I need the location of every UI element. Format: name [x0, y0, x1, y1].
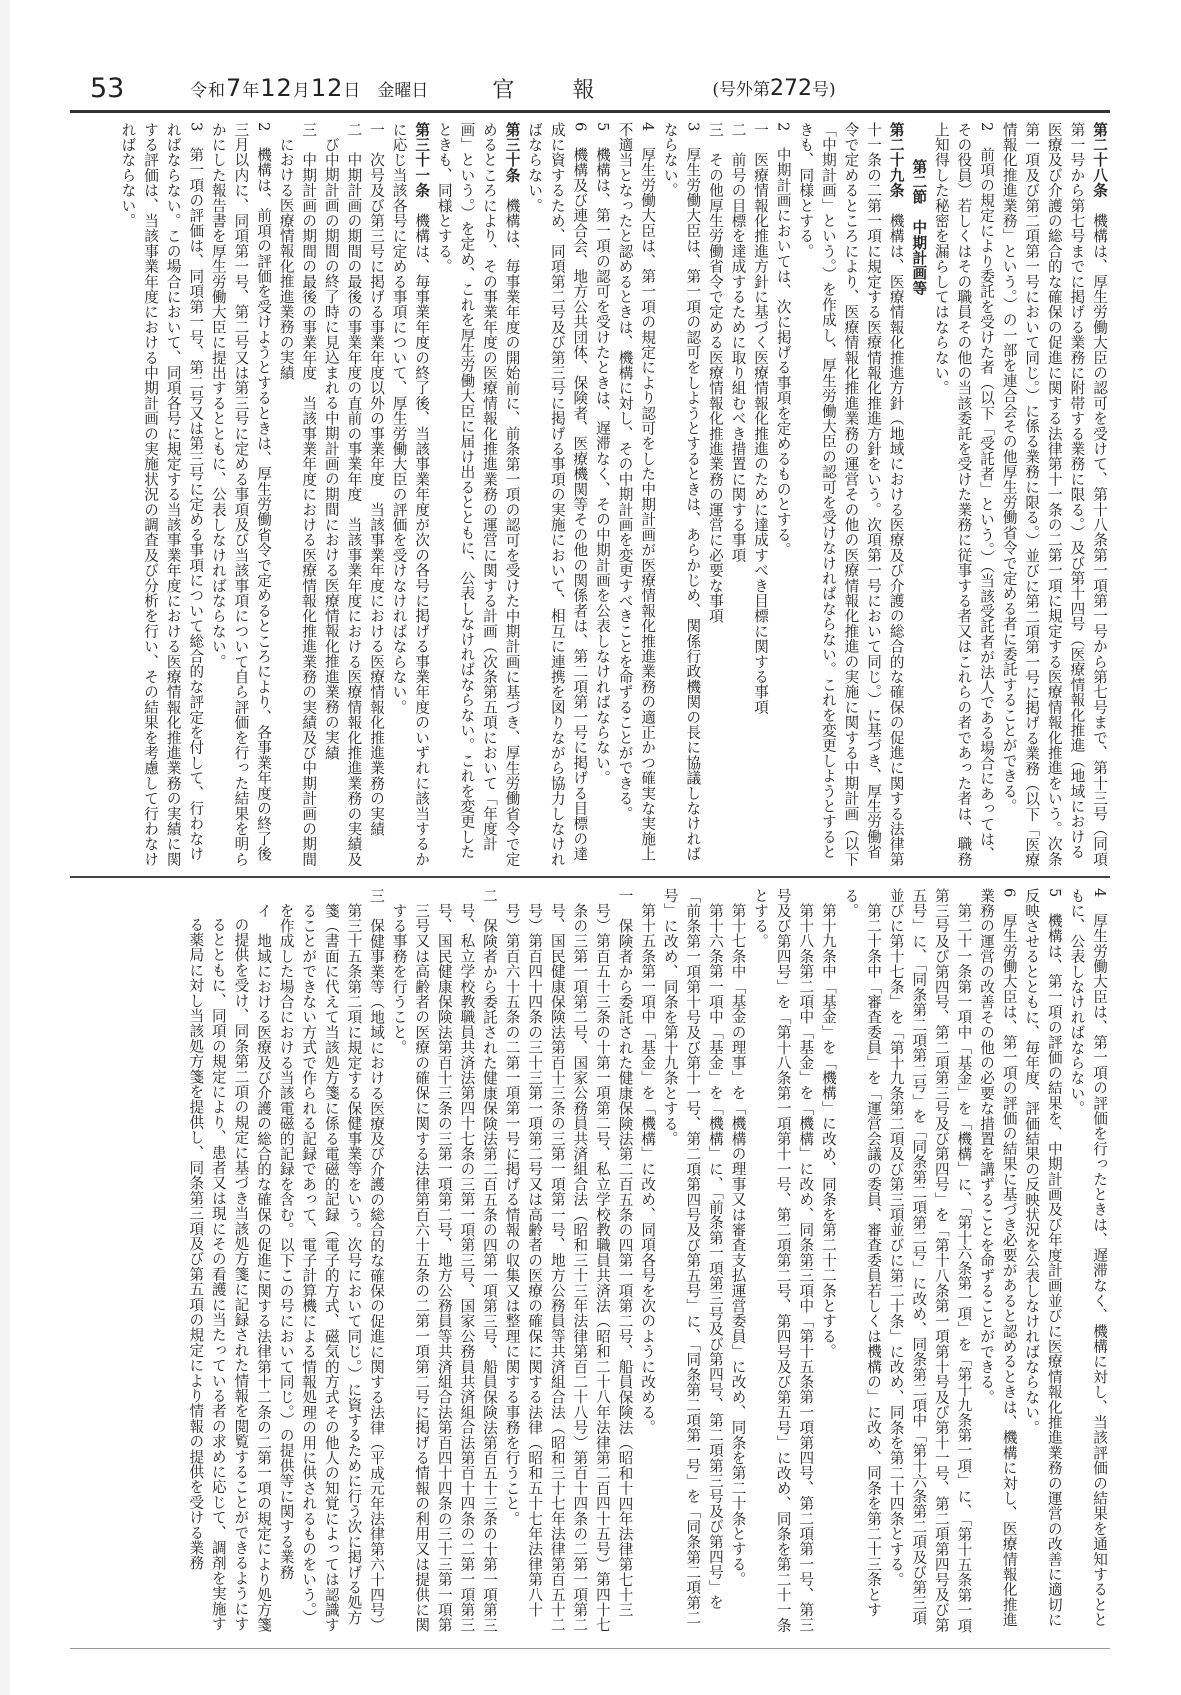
paragraph-item: 6 機構及び連合会、地方公共団体、保険者、医療機関等その他の関係者は、第二項第一号に掲げる目標の達成に資するため、同項第二号及び第三号に掲げる事項の実施において、相互に連携を図りながら協力しなければならない。	[526, 122, 589, 867]
paragraph-sub: 二 中期計画の期間の最後の事業年度の直前の事業年度 当該事業年度における医療情報化推進業務の実績及び中期計画の期間の終了時に見込まれる中期計画の期間における医療情報化推進業務の実績	[322, 122, 363, 867]
upper-text-body	[70, 122, 1110, 874]
paragraph-article: 第三十一条 機構は、毎事業年度の終了後、当該事業年度が次の各号に掲げる事業年度のいずれに該当するかに応じ当該各号に定める事項について、厚生労働大臣の評価を受けなければならない。	[390, 122, 431, 867]
month: 12	[260, 74, 293, 102]
lower-text-body	[70, 888, 1110, 1640]
paragraph-plain: 第十八条第二項中「基金」を「機構」に改め、同条第三項中「第十五条第一項第四号、第二項第一号、第三号及び第四号」を「第十八条第一項第十一号、第二項第二号、第四号及び第五号」に改め、同条を第二十一条とする。	[752, 888, 815, 1633]
month-unit: 月	[292, 81, 311, 101]
band-divider	[70, 876, 1110, 878]
paragraph-plain: 第十五条第一項中「基金」を「機構」に改め、同項各号を次のように改める。	[639, 902, 657, 1435]
paragraph-sub: 一 保険者から委託された健康保険法第二百五条の四第一項第二号、船員保険法（昭和十四年法律第七十三号）第百五十三条の十第一項第二号、私立学校教職員共済法（昭和二十八年法律第二百四十五号）第四十七条の三第一項第二号、国家公務員共済組合法（昭和三十三年法律第百二十八号）第百十四条の二第一項第二号、国民健康保険法第百十三条の三第一項第一号、地方公務員等共済組合法（昭和三十七年法律第百五十二号）第百四十四条の三十三第一項第二号又は高齢者の医療の確保に関する法律（昭和五十七年法律第八十号）第百六十五条の二第一項第一号に掲げる情報の収集又は整理に関する事務を行うこと。	[503, 888, 634, 1633]
paragraph-section: 第二節 中期計画等	[910, 158, 928, 296]
article-heading: 第三十条	[503, 122, 521, 183]
day: 12	[310, 74, 344, 102]
issue-prefix: (号外第	[712, 80, 771, 100]
paragraph-plain: 第十九条中「基金」を「機構」に改め、同条を第二十二条とする。	[819, 902, 837, 1359]
paragraph-item: 5 機構は、第一項の認可を受けたときは、遅滞なく、その中期計画を公表しなければならない。	[593, 122, 611, 786]
gazette-title: 官報	[492, 77, 653, 103]
paragraph-item: 2 前項の規定により委託を受けた者（以下「受託者」という。）（当該受託者が法人である場合にあっては、その役員）若しくはその職員その他の当該委託を受けた業務に従事する者又はこれらの者であった者は、職務上知得した秘密を漏らしてはならない。	[932, 122, 996, 867]
paragraph-subsub: イ 地域における医療及び介護の総合的な確保の促進に関する法律第十二条の二第一項の規定により処方箋の提供を受け、同条第二項の規定に基づき当該処方箋に記録された情報を閲覧することができるようにするとともに、同項の規定により、患者又は現にその看護に当たっている者の求めに応じて、調剤を実施する薬局に対し当該処方箋を提供し、同条第三項及び第五項の規定により情報の提供を受ける業務	[187, 902, 273, 1633]
paragraph-sub: 二 前号の目標を達成するために取り組むべき措置に関する事項	[729, 122, 747, 563]
paragraph-sub: 三 中期計画の期間の最後の事業年度 当該事業年度における医療情報化推進業務の実績及び中期計画の期間における医療情報化推進業務の実績	[277, 122, 318, 867]
paragraph-article: 第二十九条 機構は、医療情報化推進方針（地域における医療及び介護の総合的な確保の促進に関する法律第十一条の二第一項に規定する医療情報化推進方針をいう。次項第一号において同じ。）に基づき、厚生労働省令で定めるところにより、医療情報化推進業務の運営その他の医療情報化推進の実施に関する中期計画（以下「中期計画」という。）を作成し、厚生労働大臣の認可を受けなければならない。これを変更しようとするときも、同様とする。	[797, 122, 905, 867]
paragraph-item: 3 厚生労働大臣は、第一項の認可をしようとするときは、あらかじめ、関係行政機関の長に協議しなければならない。	[661, 122, 702, 862]
paragraph-sub: 三 保健事業等（地域における医療及び介護の総合的な確保の促進に関する法律（平成元年法律第六十四号）第三十五条第二項に規定する保健事業等をいう。次号において同じ。）に資するために行う次に掲げる処方箋（書面に代えて当該処方箋に係る電磁的記録（電子的方式、磁気的方式その他人の知覚によっては認識することができない方式で作られる記録であって、電子計算機による情報処理の用に供されるものをいう。）を作成した場合における当該電磁的記録を含む。以下この号において同じ。）の提供等に関する業務	[277, 888, 385, 1633]
paragraph-item: 6 厚生労働大臣は、第一項の評価の結果に基づき必要があると認めるときは、機構に対し、医療情報化推進業務の運営の改善その他の必要な措置を講ずることを命ずることができる。	[978, 888, 1018, 1628]
issue-number	[712, 75, 835, 101]
lower-band	[70, 888, 1110, 1640]
page-header	[70, 70, 1110, 106]
paragraph-item: 3 第一項の評価は、同項第一号、第二号又は第三号に定める事項について総合的な評定を付して、行わなければならない。この場合において、同項各号に規定する当該事業年度における医療情報化推進業務の実績に関する評価は、当該事業年度における中期計画の実施状況の調査及び分析を行い、その結果を考慮して行わなければならない。	[119, 122, 205, 867]
footer-rule	[70, 1648, 1110, 1649]
article-heading: 第二十八条	[1091, 122, 1108, 198]
publication-date	[190, 74, 361, 102]
paragraph-sub: 一 次号及び第三号に掲げる事業年度以外の事業年度 当該事業年度における医療情報化推進業務の実績	[368, 122, 385, 837]
paragraph-item: 5 機構は、第一項の評価の結果を、中期計画及び年度計画並びに医療情報化推進業務の運営の改善に適切に反映させるとともに、毎年度、評価結果の反映状況を公表しなければならない。	[1023, 888, 1063, 1628]
article-heading: 第三十一条	[413, 122, 431, 198]
paragraph-item: 4 厚生労働大臣は、第一項の評価を行ったときは、遅滞なく、機構に対し、当該評価の結果を通知するとともに、公表しなければならない。	[1068, 888, 1108, 1628]
paragraph-plain: 第十六条第一項中「基金」を「機構」に、「前条第一項第三号及び第四号、第二項第三号及び第四号」を「前条第一項第十号及び第十一号、第二項第四号及び第五号」に、「同条第二項第一号」を「同条第二項第二号」に改め、同条を第十九条とする。	[661, 888, 724, 1626]
paragraph-sub: 一 医療情報化推進方針に基づく医療情報化推進のために達成すべき目標に関する事項	[752, 122, 770, 715]
paragraph-item: 2 機構は、前項の評価を受けようとするときは、厚生労働省令で定めるところにより、各事業年度の終了後三月以内に、同項第一号、第二号又は第三号に定める事項及び当該事項について自ら評価を行った結果を明らかにした報告書を厚生労働大臣に提出するとともに、公表しなければならない。	[209, 122, 273, 867]
paragraph-sub: 二 保険者から委託された健康保険法第二百五条の四第一項第三号、船員保険法第百五十三条の十第一項第三号、私立学校教職員共済法第四十七条の三第一項第三号、国家公務員共済組合法第百十四条の二第一項第三号、国民健康保険法第百十三条の三第一項第二号、地方公務員等共済組合法第百四十四条の三十三第一項第三号又は高齢者の医療の確保に関する法律第百六十五条の二第一項第二号に掲げる情報の利用又は提供に関する事務を行うこと。	[390, 888, 498, 1633]
upper-band	[70, 122, 1110, 874]
paragraph-plain: 第十七条中「基金の理事」を「機構の理事又は審査支払運営委員」に改め、同条を第二十条とする。	[729, 902, 747, 1587]
page-number: 53	[90, 72, 125, 104]
gazette-page	[70, 70, 1110, 1650]
scan-margin	[0, 0, 10, 1695]
day-unit: 日	[343, 81, 362, 101]
year-unit: 年	[242, 81, 261, 101]
article-heading: 第二十九条	[887, 122, 905, 198]
paragraph-item: 4 厚生労働大臣は、第一項の規定により認可をした中期計画が医療情報化推進業務の適正かつ確実な実施上不適当となったと認めるときは、機構に対し、その中期計画を変更すべきことを命ずることができる。	[616, 122, 657, 862]
era: 令和	[190, 81, 226, 101]
issue-number-value: 272	[770, 76, 813, 101]
issue-suffix: 号)	[812, 80, 836, 100]
year: 7	[226, 74, 243, 102]
paragraph-article: 第二十八条 機構は、厚生労働大臣の認可を受けて、第十八条第一項第一号から第七号まで、第十三号（同項第一号から第七号までに掲げる業務に附帯する業務に限る。）及び第十四号（医療情報化推進（地域における医療及び介護の総合的な確保の促進に関する法律第十一条の二第一項に規定する医療情報化推進をいう。次条第一項及び第二項第一号において同じ。）に係る業務に限る。）並びに第二項第一号に掲げる業務（以下「医療情報化推進業務」という。）の一部を連合会その他厚生労働省令で定める者に委託することができる。	[1000, 122, 1108, 868]
paragraph-plain: 第二十条中「審査委員」を「運営会議の委員、審査委員若しくは機構の」に改め、同条を第二十三条とする。	[842, 888, 883, 1617]
paragraph-sub: 三 その他厚生労働省令で定める医療情報化推進業務の運営に必要な事項	[706, 122, 724, 624]
weekday: 金曜日	[377, 80, 429, 101]
paragraph-item: 2 中期計画においては、次に掲げる事項を定めるものとする。	[774, 122, 792, 558]
paragraph-article: 第三十条 機構は、毎事業年度の開始前に、前条第一項の認可を受けた中期計画に基づき、厚生労働省令で定めるところにより、その事業年度の医療情報化推進業務の運営に関する計画（次条第五項において「年度計画」という。）を定め、これを厚生労働大臣に届け出るとともに、公表しなければならない。これを変更したときも、同様とする。	[435, 122, 521, 867]
header-rule	[70, 110, 1110, 113]
paragraph-plain: 第二十一条第一項中「基金」を「機構」に、「第十六条第一項」を「第十九条第一項」に、「第十五条第一項第三号及び第四号、第二項第三号及び第四号」を「第十八条第一項第十号及び第十一号、第二項第四号及び第五号」に、「同条第二項第二号」を「同条第二項第二号」に改め、同条第二項中「第十六条第二項及び第三項並びに第十七条」を「第十九条第二項及び第三項並びに第二十条」に改め、同条を第二十四条とする。	[887, 888, 973, 1633]
